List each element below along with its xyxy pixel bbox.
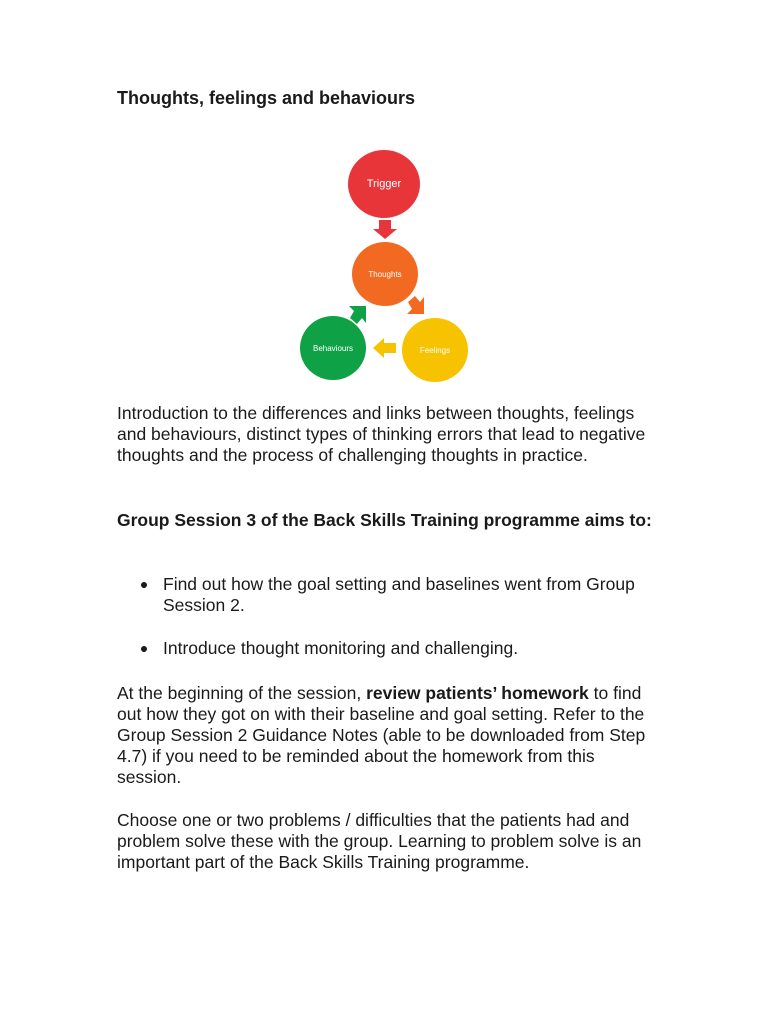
session-aims-heading: Group Session 3 of the Back Skills Training programme aims to: [117, 510, 652, 530]
thoughts-node [352, 242, 418, 306]
list-item [117, 574, 657, 616]
homework-text-after: to find out how they got on with their baseline and goal setting. Refer to the Group Session 2 Guidance Notes (able to be downloaded from Step 4.7) if you need to be reminded about the homework from this session. [117, 683, 646, 787]
homework-emphasis: review patients’ homework [366, 683, 589, 703]
behaviours-label: Behaviours [312, 343, 354, 353]
aims-list [117, 574, 657, 681]
trigger-label: Trigger [366, 178, 402, 190]
list-item-text: Introduce thought monitoring and challenging. [163, 638, 519, 658]
arrow-trigger-to-thoughts [373, 220, 397, 239]
feelings-label: Feelings [419, 345, 451, 355]
homework-paragraph [117, 683, 657, 788]
behaviours-node [300, 316, 366, 380]
intro-paragraph: Introduction to the differences and links between thoughts, feelings and behaviours, distinct types of thinking errors that lead to negative thoughts and the process of challenging thoughts in practice. [117, 403, 646, 465]
arrow-thoughts-to-feelings [407, 296, 424, 314]
page-title: Thoughts, feelings and behaviours [117, 88, 416, 108]
feelings-node [402, 318, 468, 382]
bullet-icon [141, 582, 147, 588]
problem-solving-paragraph: Choose one or two problems / difficulties that the patients had and problem solve these with the group. Learning to problem solve is an important part of the Back Skills Training programme. [117, 810, 642, 872]
homework-text-before: At the beginning of the session, [117, 683, 367, 703]
thoughts-label: Thoughts [368, 269, 402, 279]
trigger-node [348, 150, 420, 218]
list-item-text: Find out how the goal setting and baselines went from Group Session 2. [163, 574, 635, 615]
bullet-icon [141, 646, 147, 652]
list-item [117, 638, 657, 659]
arrow-feelings-to-behaviours [373, 338, 396, 358]
cycle-diagram [296, 146, 476, 386]
